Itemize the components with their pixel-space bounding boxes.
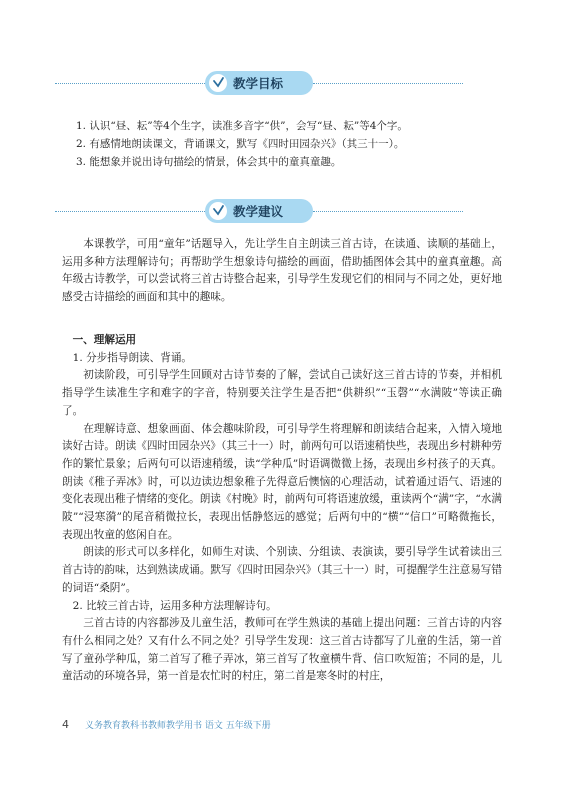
part1-heading: 一、理解运用	[72, 334, 137, 346]
dotted-divider-left	[55, 83, 205, 84]
paragraph: 初读阶段，可引导学生回顾对古诗节奏的了解，尝试自己读好这三首古诗的节奏，并相机指导学生读准生字和难字的字音，特别要关注学生是否把“供耕织”“玉磬”“水满陂”等读正确了。	[62, 369, 502, 417]
paragraph: 朗读的形式可以多样化，如师生对读、个别读、分组读、表演读，要引导学生试着读出三首古诗的韵味，达到熟读成诵。默写《四时田园杂兴》（其三十一）时，可提醒学生注意易写错的词语“桑阴”。	[62, 546, 502, 594]
main-body	[62, 332, 502, 686]
goals-section-header	[55, 71, 463, 95]
paragraph: 三首古诗的内容都涉及儿童生活，教师可在学生熟读的基础上提出问题：三首古诗的内容有什么相同之处？又有什么不同之处？引导学生发现：这三首古诗都写了儿童的生活，第一首写了童孙学种瓜，第二首写了稚子弄冰，第三首写了牧童横牛背、信口吹短笛；不同的是，儿童活动的环境各异，第一首是农忙时的村庄，第二首是寒冬时的村庄，	[62, 617, 502, 683]
goal-item: 2. 有感情地朗读课文，背诵课文，默写《四时田园杂兴》（其三十一）。	[76, 138, 405, 150]
goals-title: 教学目标	[233, 76, 284, 91]
pencil-check-icon	[209, 74, 227, 92]
page-footer	[62, 718, 271, 731]
dotted-divider-right	[313, 211, 463, 212]
intro-paragraph: 本课教学，可用“童年”话题导入，先让学生自主朗读三首古诗，在读通、读顺的基础上，运用多种方法理解诗句；再帮助学生想象诗句描绘的画面，借助插图体会其中的童真童趣。高年级古诗教学，可以尝试将三首古诗整合起来，引导学生发现它们的相同与不同之处，更好地感受古诗描绘的画面和其中的趣味。	[62, 238, 502, 304]
goals-title-pill	[205, 71, 313, 95]
advice-section-header	[55, 199, 463, 223]
advice-title-pill	[205, 199, 313, 223]
intro-block	[62, 236, 502, 307]
goal-item: 1. 认识“昼、耘”等4个生字，读准多音字“供”，会写“昼、耘”等4个字。	[76, 120, 408, 132]
pencil-check-icon	[209, 202, 227, 220]
goal-item: 3. 能想象并说出诗句描绘的情景，体会其中的童真童趣。	[76, 156, 342, 168]
dotted-divider-left	[55, 211, 205, 212]
dotted-divider-right	[313, 83, 463, 84]
subheading-2: 2. 比较三首古诗，运用多种方法理解诗句。	[72, 599, 277, 612]
paragraph: 在理解诗意、想象画面、体会趣味阶段，可引导学生将理解和朗读结合起来，入情入境地读好古诗。朗读《四时田园杂兴》（其三十一）时，前两句可以语速稍快些，表现出乡村耕种劳作的繁忙景象；后两句可以语速稍缓，读“学种瓜”时语调微微上扬，表现出乡村孩子的天真。朗读《稚子弄冰》时，可以边读边想象稚子先得意后懊恼的心理活动，试着通过语气、语速的变化表现出稚子情绪的变化。朗读《村晚》时，前两句可将语速放缓，重读两个“满”字，“水满陂”“浸寒漪”的尾音稍微拉长，表现出恬静悠远的感觉；后两句中的“横”“信口”可略微拖长，表现出牧童的悠闲自在。	[62, 422, 502, 541]
goals-list	[76, 117, 496, 171]
page-number: 4	[62, 718, 69, 731]
advice-title: 教学建议	[233, 204, 284, 219]
book-title: 义务教育教科书教师教学用书 语文 五年级下册	[85, 721, 271, 731]
subheading-1: 1. 分步指导朗读、背诵。	[72, 351, 193, 364]
